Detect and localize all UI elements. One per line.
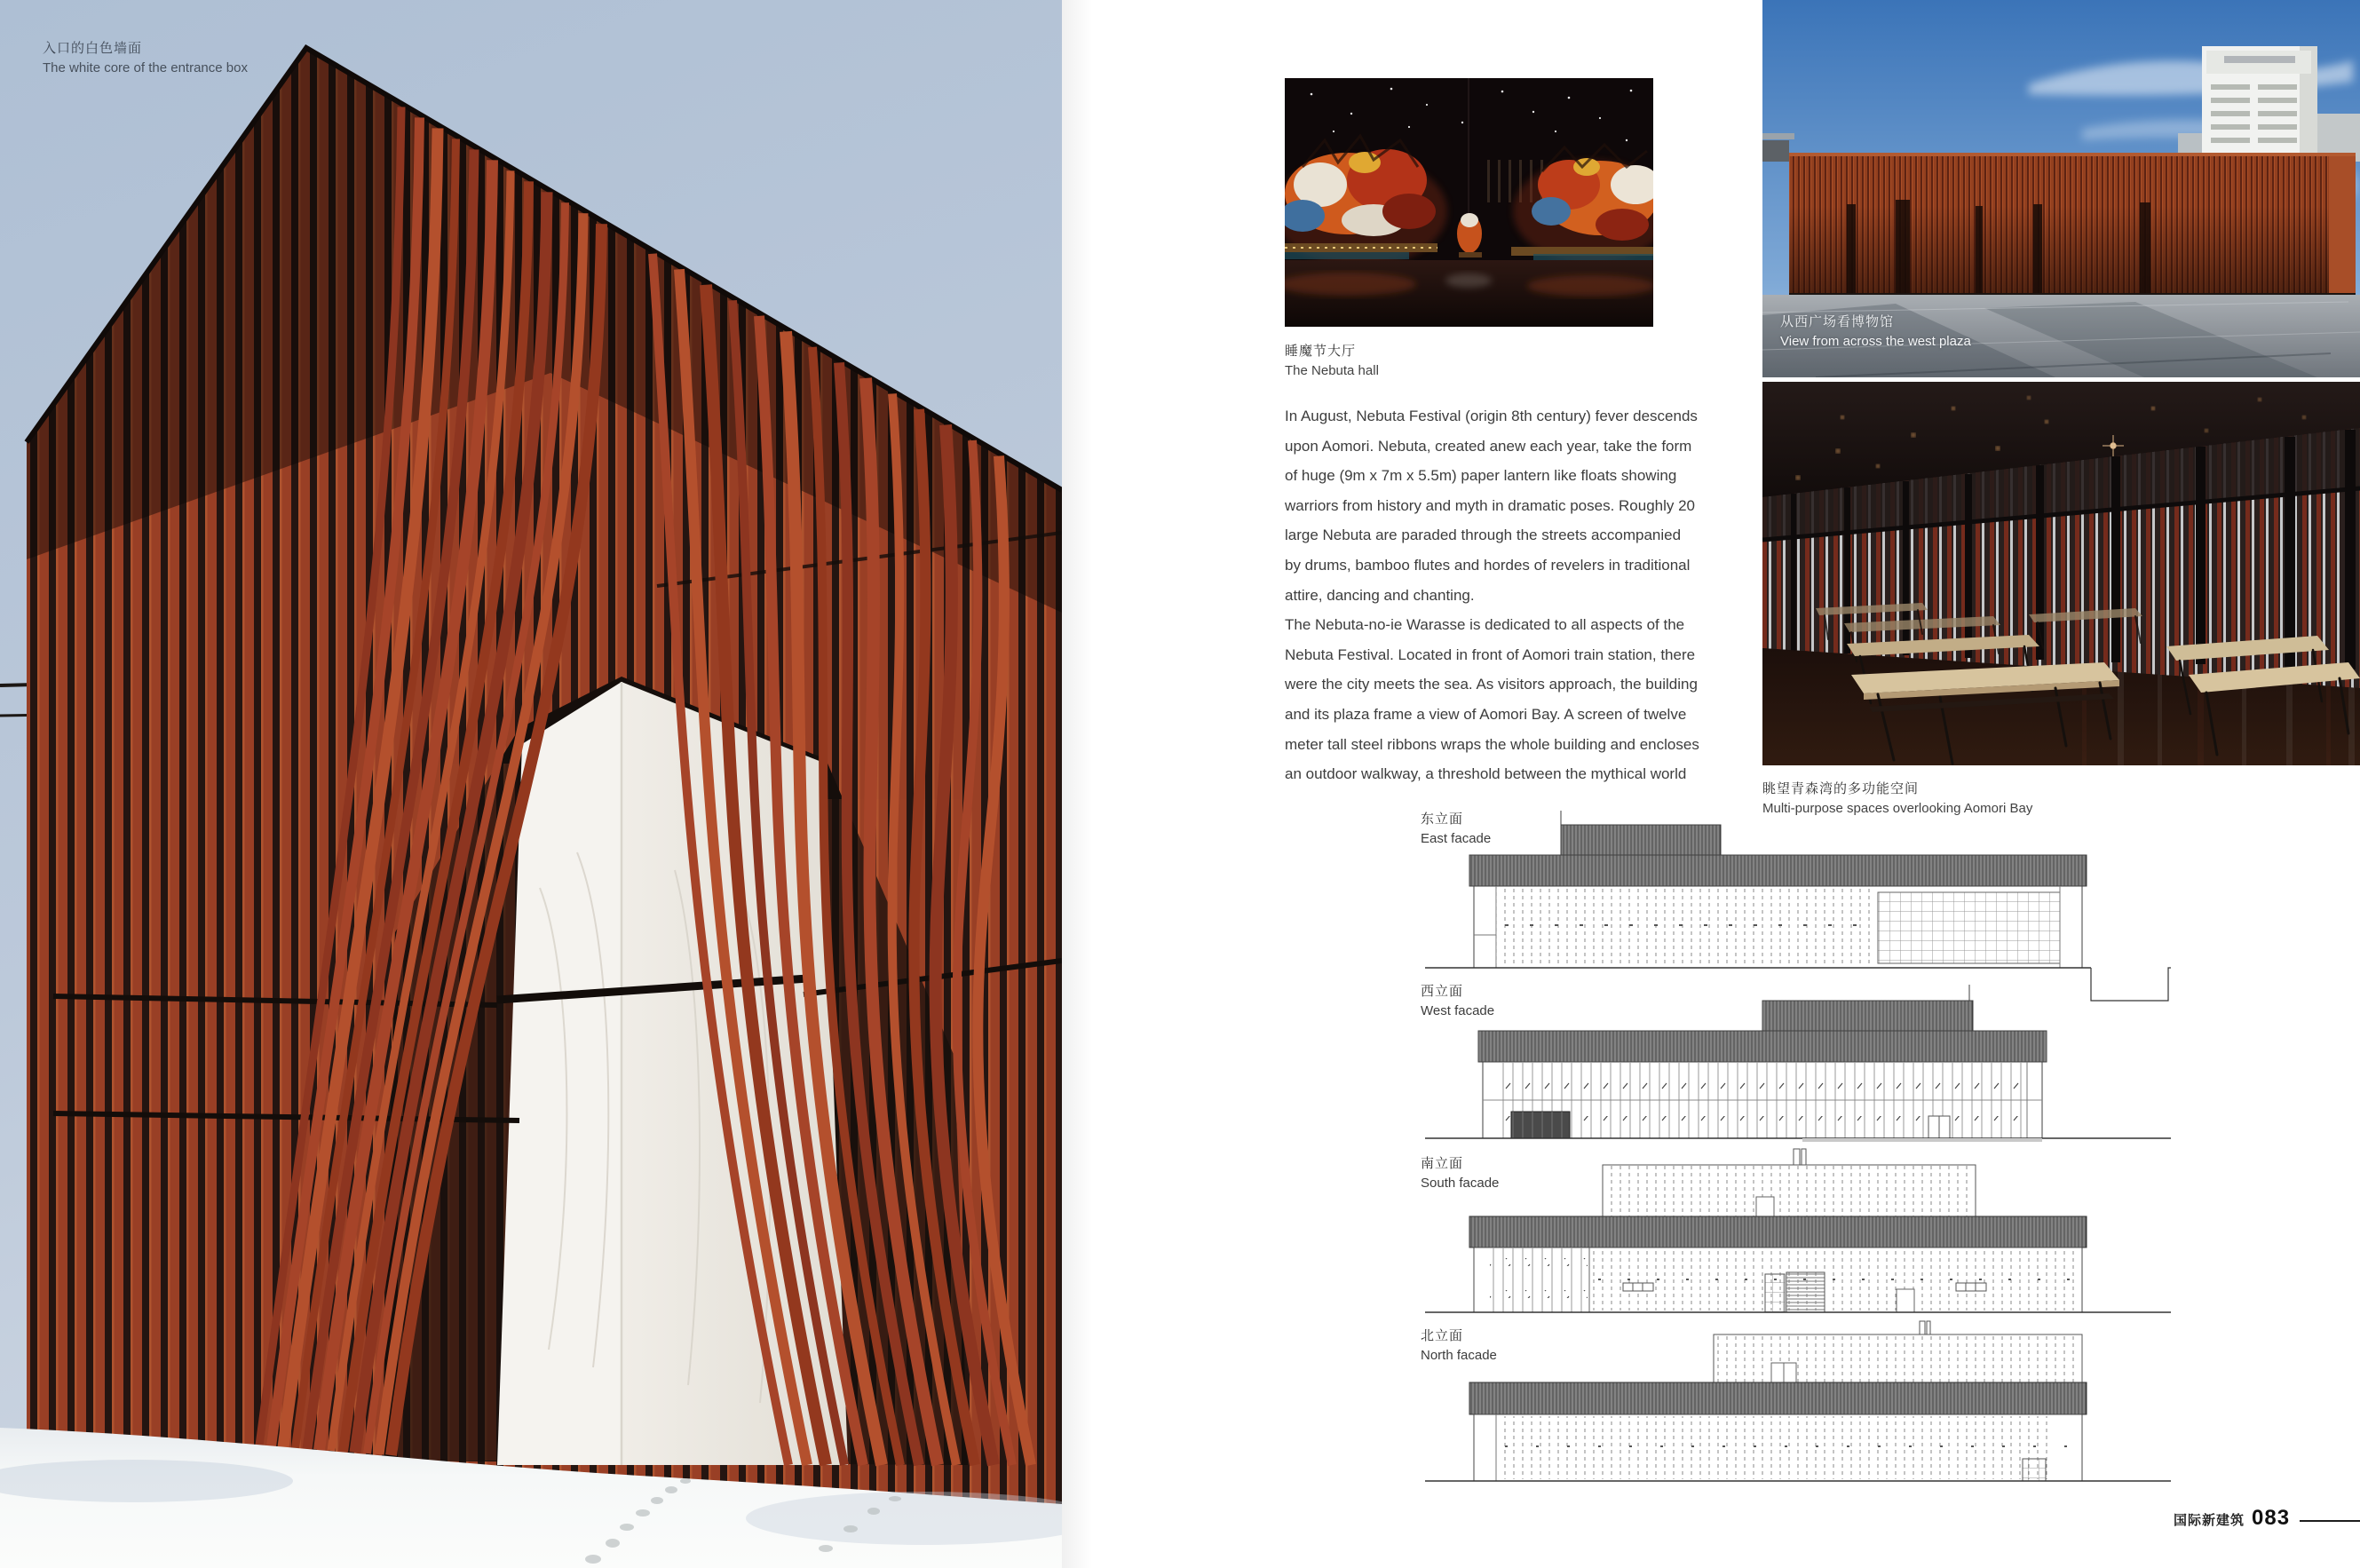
body-line: by drums, bamboo flutes and hordes of revelers in traditional [1285,556,1691,574]
body-line: were the city meets the sea. As visitors approach, the building [1285,676,1698,693]
north-facade-en: North facade [1421,1348,1497,1363]
nebuta-hall-caption-en: The Nebuta hall [1285,363,1379,378]
south-facade-en: South facade [1421,1176,1500,1191]
multipurpose-caption-zh: 眺望青森湾的多功能空间 [1762,781,1920,796]
west-facade-en: West facade [1421,1003,1495,1018]
page-gutter [1062,0,1092,1568]
monorail-beam [1762,133,1794,139]
north-facade-drawing [1425,1321,2171,1481]
west-plaza-caption-zh: 从西广场看博物馆 [1780,314,1895,329]
nebuta-hall-caption-zh: 睡魔节大厅 [1285,344,1357,359]
multipurpose-caption-en: Multi-purpose spaces overlooking Aomori Bay [1762,801,2033,816]
ribbon-facade [1789,153,2356,297]
body-line: large Nebuta are paraded through the streets accompanied [1285,527,1682,544]
hero-caption-en: The white core of the entrance box [43,60,248,75]
body-line: attire, dancing and chanting. [1285,586,1475,604]
nebuta-hall-caption [1285,342,1379,381]
hero-photo-entrance [0,0,1062,1568]
east-facade-zh: 东立面 [1421,812,1464,827]
footer-rule [2300,1520,2360,1522]
body-line: Nebuta Festival. Located in front of Aomori train station, there [1285,645,1696,663]
west-facade-zh: 西立面 [1421,984,1464,999]
east-facade-drawing [1425,811,2171,1001]
page-number: 083 [2252,1506,2291,1530]
body-line: warriors from history and myth in dramatic poses. Roughly 20 [1285,496,1696,514]
west-plaza-caption-en: View from across the west plaza [1780,334,1971,349]
body-line: The Nebuta-no-ie Warasse is dedicated to all aspects of the [1285,616,1685,634]
west-facade-drawing [1425,985,2171,1142]
hero-caption [43,39,248,78]
body-line: meter tall steel ribbons wraps the whole building and encloses [1285,735,1699,753]
nebuta-hall-photo [1285,78,1653,327]
journal-name: 国际新建筑 [2174,1513,2245,1528]
body-line: upon Aomori. Nebuta, created anew each year, take the form [1285,437,1692,455]
page-footer [2174,1506,2290,1531]
body-line: and its plaza frame a view of Aomori Bay. A screen of twelve [1285,705,1687,723]
north-facade-zh: 北立面 [1421,1328,1464,1343]
body-line: In August, Nebuta Festival (origin 8th century) fever descends [1285,408,1698,424]
east-facade-en: East facade [1421,831,1492,846]
article-body [1285,401,1699,789]
multipurpose-photo [1762,382,2360,765]
south-facade-zh: 南立面 [1421,1156,1464,1171]
south-facade-drawing [1425,1149,2171,1312]
body-line: an outdoor walkway, a threshold between the mythical world [1285,765,1687,783]
west-plaza-caption [1780,313,1971,352]
body-line: of huge (9m x 7m x 5.5m) paper lantern like floats showing [1285,467,1677,485]
elevation-drawings [1421,804,2184,1518]
hero-caption-zh: 入口的白色墙面 [43,41,143,56]
